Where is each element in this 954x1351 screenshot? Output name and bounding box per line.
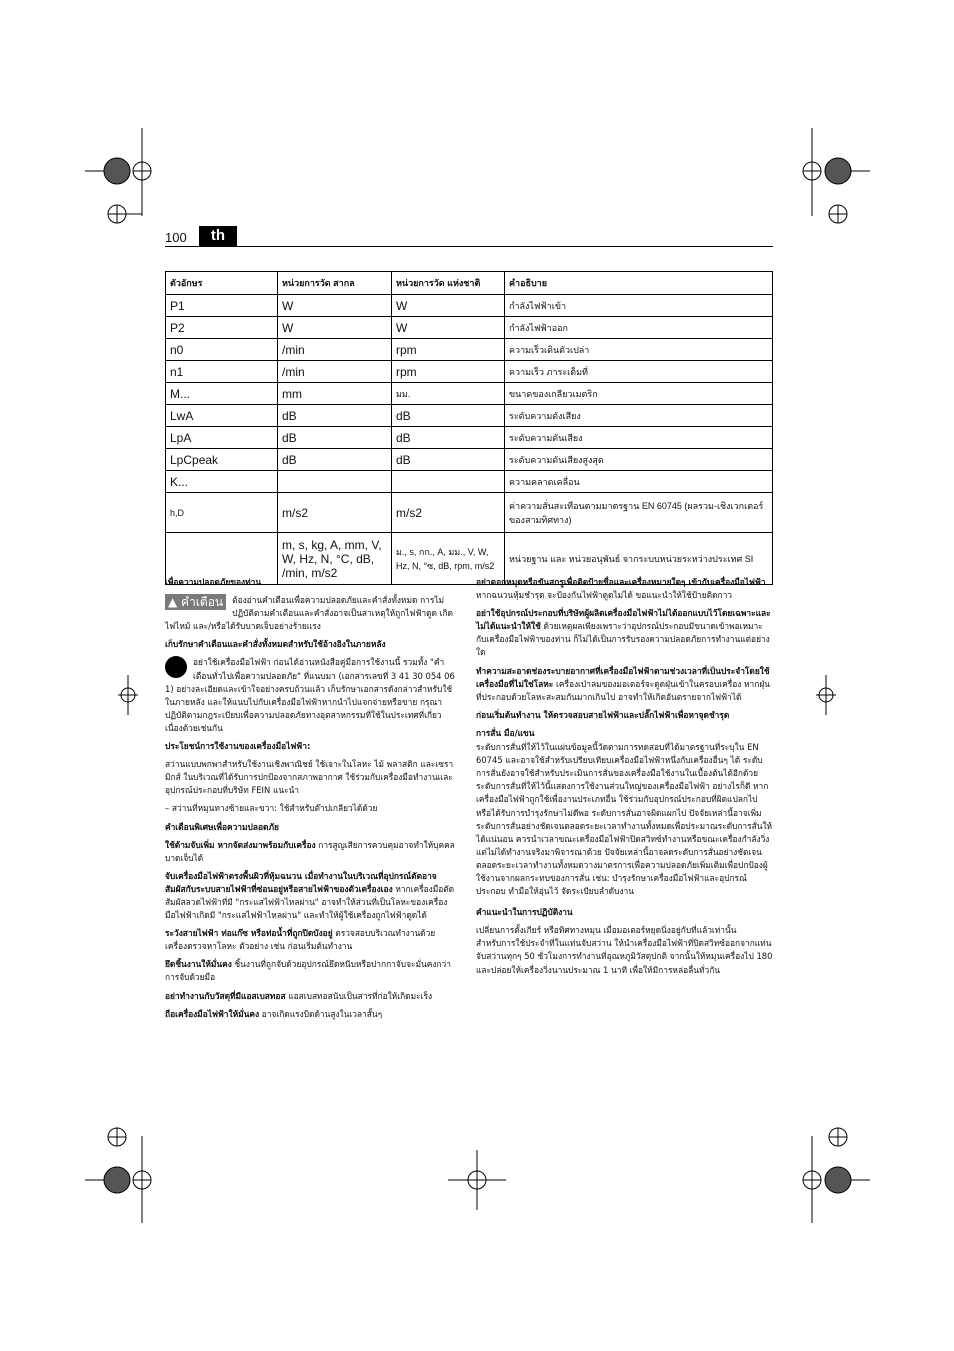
vibration-heading: การสั่น มือ/แขน bbox=[476, 727, 535, 738]
header-symbol: ตัวอักษร bbox=[166, 272, 278, 295]
use-heading: ประโยชน์การใช้งานของเครื่องมือไฟฟ้า: bbox=[165, 741, 311, 752]
paragraph-text: ตรวจสอบบริเวณทำงานด้วยเครื่องตรวจหาโลหะ ตัวอย่าง เช่น ก่อนเริ่มต้นทำงาน bbox=[165, 928, 436, 952]
keep-paragraph bbox=[165, 656, 455, 735]
table-row bbox=[166, 449, 773, 471]
paragraph-bold: จับเครื่องมือไฟฟ้าตรงพื้นผิวที่หุ้มฉนวน เมื่อทำงานในบริเวณที่อุปกรณ์ตัดอาจสัมผัสกับระบบสายไฟฟ้าที่ซ่อนอยู่หรือสายไฟฟ้าของตัวเครื่องเอง bbox=[165, 870, 437, 894]
table-header-row bbox=[166, 272, 773, 295]
cell-intl: m/s2 bbox=[278, 493, 392, 533]
language-badge: th bbox=[199, 226, 237, 246]
cell-national: rpm bbox=[392, 339, 505, 361]
paragraph-text: หากฉนวนหุ้มชำรุด จะป้องกันไฟฟ้าดูดไม่ได้ ขอแนะนำให้ใช้ป้ายติดกาว bbox=[476, 590, 732, 601]
paragraph-bold: อย่าตอกหมุดหรือขันสกรูเพื่อติดป้ายชื่อและเครื่องหมายใดๆ เข้ากับเครื่องมือไฟฟ้า bbox=[476, 577, 766, 587]
cell-symbol: M... bbox=[166, 383, 278, 405]
cell-intl: W bbox=[278, 295, 392, 317]
paragraph-bold: ถือเครื่องมือไฟฟ้าให้มั่นคง bbox=[165, 1008, 260, 1019]
cell-national bbox=[392, 471, 505, 493]
cell-national: มม. bbox=[392, 383, 505, 405]
cell-national: rpm bbox=[392, 361, 505, 383]
paragraph bbox=[476, 576, 773, 602]
paragraph-bold: ระวังสายไฟฟ้า ท่อแก๊ซ หรือท่อน้ำที่ถูกปิดบังอยู่ bbox=[165, 928, 333, 939]
paragraph bbox=[476, 709, 773, 722]
header-national-unit: หน่วยการวัด แห่งชาติ bbox=[392, 272, 505, 295]
table-row bbox=[166, 471, 773, 493]
paragraph-bold: อย่าใช้อุปกรณ์ประกอบที่บริษัทผู้ผลิตเครื่องมือไฟฟ้าไม่ได้ออกแบบไว้โดยเฉพาะและไม่ได้แนะนำให้ใช้ bbox=[476, 608, 771, 632]
cell-symbol: P1 bbox=[166, 295, 278, 317]
cell-desc: ระดับความดันเสียงสูงสุด bbox=[505, 449, 773, 471]
table-row bbox=[166, 383, 773, 405]
left-column bbox=[165, 576, 455, 1026]
right-column bbox=[476, 576, 773, 982]
table-row bbox=[166, 295, 773, 317]
cell-national: dB bbox=[392, 405, 505, 427]
paragraph bbox=[476, 665, 773, 704]
instructions-text-2: สำหรับการใช้ประจำที่ในแท่นจับสว่าน ให้นำเครื่องมือไฟฟ้าที่ปิดสวิทซ์ออกจากแท่นจับสว่านทุกๆ 50 ชั่วโมงการทำงานที่อุณหภูมิวัสดุปกติ จากนั้นให้หมุนเครื่องไป 180 และปล่อยให้เครื่องวิ่งนานประมาณ 1 นาที เพื่อให้มีการหล่อลื่นทั่วกัน bbox=[476, 938, 773, 975]
cell-intl bbox=[278, 471, 392, 493]
table-row bbox=[166, 339, 773, 361]
cell-symbol: h,D bbox=[166, 493, 278, 533]
warning-badge: ▲ คำเตือน bbox=[165, 594, 226, 610]
paragraph-text: หากเครื่องมือตัดสัมผัสลวดไฟฟ้าที่มี "กระแสไฟฟ้าไหลผ่าน" อาจทำให้ส่วนที่เป็นโลหะของเครื่องมือไฟฟ้าเกิดมี "กระแสไฟฟ้าไหลผ่าน" และทำให้ผู้ใช้เครื่องถูกไฟฟ้าดูดได้ bbox=[165, 883, 455, 921]
symbol-table bbox=[165, 271, 773, 585]
paragraph bbox=[165, 927, 455, 953]
cell-symbol: P2 bbox=[166, 317, 278, 339]
safety-heading: เพื่อความปลอดภัยของท่าน bbox=[165, 577, 262, 587]
paragraph-text: การสูญเสียการควบคุมอาจทำให้บุคคลบาดเจ็บได้ bbox=[165, 839, 455, 863]
warning-paragraph bbox=[165, 594, 455, 633]
paragraph-text: ชิ้นงานที่ถูกจับด้วยอุปกรณ์ยึดหนีบหรือปากกาจับจะมั่นคงกว่าการจับด้วยมือ bbox=[165, 959, 451, 983]
header-rule bbox=[165, 246, 773, 247]
read-manual-icon bbox=[165, 656, 187, 678]
table-row bbox=[166, 317, 773, 339]
cell-symbol: LpCpeak bbox=[166, 449, 278, 471]
paragraph bbox=[165, 870, 455, 922]
cell-intl: m, s, kg, A, mm, V, W, Hz, N, °C, dB, /min, m/s2 bbox=[278, 533, 392, 585]
cell-desc: ความคลาดเคลื่อน bbox=[505, 471, 773, 493]
header-description: คำอธิบาย bbox=[505, 272, 773, 295]
cell-desc: ขนาดของเกลียวเมตริก bbox=[505, 383, 773, 405]
paragraph bbox=[476, 607, 773, 659]
table-row bbox=[166, 405, 773, 427]
cell-national: W bbox=[392, 317, 505, 339]
paragraph-text: แอสเบสทอสนับเป็นสารที่ก่อให้เกิดมะเร็ง bbox=[285, 990, 433, 1001]
cell-desc: ความเร็ว ภาระเต็มที่ bbox=[505, 361, 773, 383]
cell-desc: ความเร็วเดินตัวเปล่า bbox=[505, 339, 773, 361]
cell-national: ม., s, กก., A, มม., V, W, Hz, N, °ซ, dB, rpm, m/s2 bbox=[392, 533, 505, 585]
keep-text: อย่าใช้เครื่องมือไฟฟ้า ก่อนได้อ่านหนังสือคู่มือการใช้งานนี้ รวมทั้ง "คำเตือนทั่วไปเพื่อความปลอดภัย" ที่แนบมา (เอกสารเลขที่ 3 41 30 054 06 1) อย่างละเอียดและเข้าใจอย่างครบถ้วนแล้ว เก็บรักษาเอกสารดังกล่าวสำหรับใช้ในภายหลัง และให้แนบไปกับเครื่องมือไฟฟ้าหากนำไปแจกจ่ายหรือขาย กรุณาปฏิบัติตามกฎระเบียบเพื่อความปลอดภัยทางอุตสาหกรรมที่ใช้ในประเทศที่เกี่ยวเนื่องด้วยเช่นกัน bbox=[165, 657, 455, 733]
special-heading: คำเตือนพิเศษเพื่อความปลอดภัย bbox=[165, 821, 279, 832]
cell-national: m/s2 bbox=[392, 493, 505, 533]
page-number: 100 bbox=[165, 230, 187, 245]
header-intl-unit: หน่วยการวัด สากล bbox=[278, 272, 392, 295]
cell-intl: dB bbox=[278, 427, 392, 449]
warning-text: ต้องอ่านคำเตือนเพื่อความปลอดภัยและคำสั่งทั้งหมด การไม่ปฏิบัติตามคำเตือนและคำสั่งอาจเป็นสาเหตุให้ถูกไฟฟ้าดูด เกิดไฟไหม้ และ/หรือได้รับบาดเจ็บอย่างร้ายแรง bbox=[165, 595, 453, 632]
cell-intl: mm bbox=[278, 383, 392, 405]
vibration-text: ระดับการสั่นที่ให้ไว้ในแผ่นข้อมูลนี้วัดตามการทดสอบที่ได้มาตรฐานที่ระบุใน EN 60745 และอาจใช้สำหรับเปรียบเทียบเครื่องมือไฟฟ้าหนึ่งกับเครื่องอื่นๆ ได้ ระดับการสั่นยังอาจใช้สำหรับประเมินการสั่นของเครื่องมือใช้งานในเบื้องต้นได้อีกด้วยระดับการสั่นที่ให้ไว้นี้แสดงการใช้งานส่วนใหญ่ของเครื่องมือไฟฟ้า อย่างไรก็ดี หากเครื่องมือไฟฟ้าถูกใช้เพื่องานประเภทอื่น ใช้ร่วมกับอุปกรณ์ประกอบที่ผิดแปลกไป หรือได้รับการบำรุงรักษาไม่ดีพอ ระดับการสั่นอาจผิดแผกไป ปัจจัยเหล่านี้อาจเพิ่มระดับการสั่นอย่างชัดเจนตลอดระยะเวลาทำงานทั้งหมดเพื่อประมาณระดับการสั่นให้ได้แน่นอน ควรนำเวลาขณะเครื่องมือไฟฟ้าปิดสวิทซ์ทำงานหรือขณะเครื่องกำลังวิ่งแต่ไม่ได้ทำงานจริงมาพิจารณาด้วย ปัจจัยเหล่านี้อาจลดระดับการสั่นอย่างชัดเจนตลอดระยะเวลาทำงานทั้งหมดวางมาตรการเพื่อความปลอดภัยเพิ่มเติมเพื่อปกป้องผู้ใช้งานจากผลกระทบของการสั่น เช่น: บำรุงรักษาเครื่องมือไฟฟ้าและอุปกรณ์ประกอบ ทำมือให้อุ่นไว้ จัดระเบียบลำดับงาน bbox=[476, 742, 773, 897]
paragraph-text: เครื่องเป่าลมของมอเตอร์จะดูดฝุ่นเข้าในครอบเครื่อง หากฝุ่นที่ประกอบด้วยโลหะสะสมกันมากเกินไป อาจทำให้เกิดอันตรายจากไฟฟ้าได้ bbox=[476, 678, 770, 702]
cell-national: dB bbox=[392, 449, 505, 471]
cell-symbol: n0 bbox=[166, 339, 278, 361]
cell-intl: /min bbox=[278, 339, 392, 361]
warning-badge-label: คำเตือน bbox=[181, 595, 224, 610]
instructions-text-1: เปลี่ยนการตั้งเกียร์ หรือทิศทางหมุน เมื่อมอเตอร์หยุดนิ่งอยู่กับที่แล้วเท่านั้น bbox=[476, 925, 737, 936]
paragraph bbox=[165, 839, 455, 865]
cell-desc: กำลังไฟฟ้าเข้า bbox=[505, 295, 773, 317]
instructions-heading: คำแนะนำในการปฏิบัติงาน bbox=[476, 907, 573, 918]
cell-desc: หน่วยฐาน และ หน่วยอนุพันธ์ จากระบบหน่วยระหว่างประเทศ SI bbox=[505, 533, 773, 585]
cell-desc: กำลังไฟฟ้าออก bbox=[505, 317, 773, 339]
paragraph-bold: ยึดชิ้นงานให้มั่นคง bbox=[165, 959, 232, 970]
cell-symbol: K... bbox=[166, 471, 278, 493]
table-row bbox=[166, 361, 773, 383]
paragraph bbox=[165, 958, 455, 984]
table-row bbox=[166, 427, 773, 449]
cell-desc: ระดับความดันเสียง bbox=[505, 427, 773, 449]
paragraph-bold: อย่าทำงานกับวัสดุที่มีแอสเบสทอส bbox=[165, 990, 286, 1001]
cell-intl: W bbox=[278, 317, 392, 339]
table-row bbox=[166, 493, 773, 533]
cell-symbol: LpA bbox=[166, 427, 278, 449]
paragraph-bold: ก่อนเริ่มต้นทำงาน ให้ตรวจสอบสายไฟฟ้าและปลั๊กไฟฟ้าเพื่อหาจุดชำรุด bbox=[476, 709, 730, 720]
cell-symbol: n1 bbox=[166, 361, 278, 383]
cell-symbol: LwA bbox=[166, 405, 278, 427]
paragraph-text: ด้วยเหตุผลเพียงเพราะว่าอุปกรณ์ประกอบมีขนาดเข้าพอเหมาะกับเครื่องมือไฟฟ้าของท่าน ก็ไม่ได้เป็นการรับรองความปลอดภัยการทำงานแต่อย่างใด bbox=[476, 621, 770, 658]
cell-desc: ระดับความดังเสียง bbox=[505, 405, 773, 427]
use-bullet: – สว่านที่หมุนทางซ้ายและขวา: ใช้สำหรับต๊าปเกลียวได้ด้วย bbox=[165, 803, 378, 814]
cell-national: dB bbox=[392, 427, 505, 449]
paragraph-bold: ทำความสะอาดช่องระบายอากาศที่เครื่องมือไฟฟ้าตามช่วงเวลาที่เป็นประจำโดยใช้เครื่องมือที่ไม่ใช่โลหะ bbox=[476, 665, 770, 689]
paragraph bbox=[165, 1008, 455, 1021]
keep-heading: เก็บรักษาคำเตือนและคำสั่งทั้งหมดสำหรับใช้อ้างอิงในภายหลัง bbox=[165, 639, 386, 650]
paragraph bbox=[165, 990, 455, 1003]
cell-intl: dB bbox=[278, 449, 392, 471]
cell-desc: ค่าความสั่นสะเทือนตามมาตรฐาน EN 60745 (ผลรวม-เชิงเวกเตอร์ของสามทิศทาง) bbox=[505, 493, 773, 533]
cell-intl: dB bbox=[278, 405, 392, 427]
paragraph-text: อาจเกิดแรงบิดด้านสูงในเวลาสั้นๆ bbox=[259, 1008, 383, 1019]
paragraph-bold: ใช้ด้ามจับเพิ่ม หากจัดส่งมาพร้อมกับเครื่อง bbox=[165, 839, 316, 850]
cell-intl: /min bbox=[278, 361, 392, 383]
use-text: สว่านแบบพกพาสำหรับใช้งานเชิงพาณิชย์ ใช้เจาะในโลหะ ไม้ พลาสติก และเซรามิกส์ ในบริเวณที่ได้รับการปกป้องจากสภาพอากาศ ใช้ร่วมกับเครื่องมือทำงานและอุปกรณ์ประกอบที่บริษัท FEIN แนะนำ bbox=[165, 759, 454, 796]
cell-national: W bbox=[392, 295, 505, 317]
